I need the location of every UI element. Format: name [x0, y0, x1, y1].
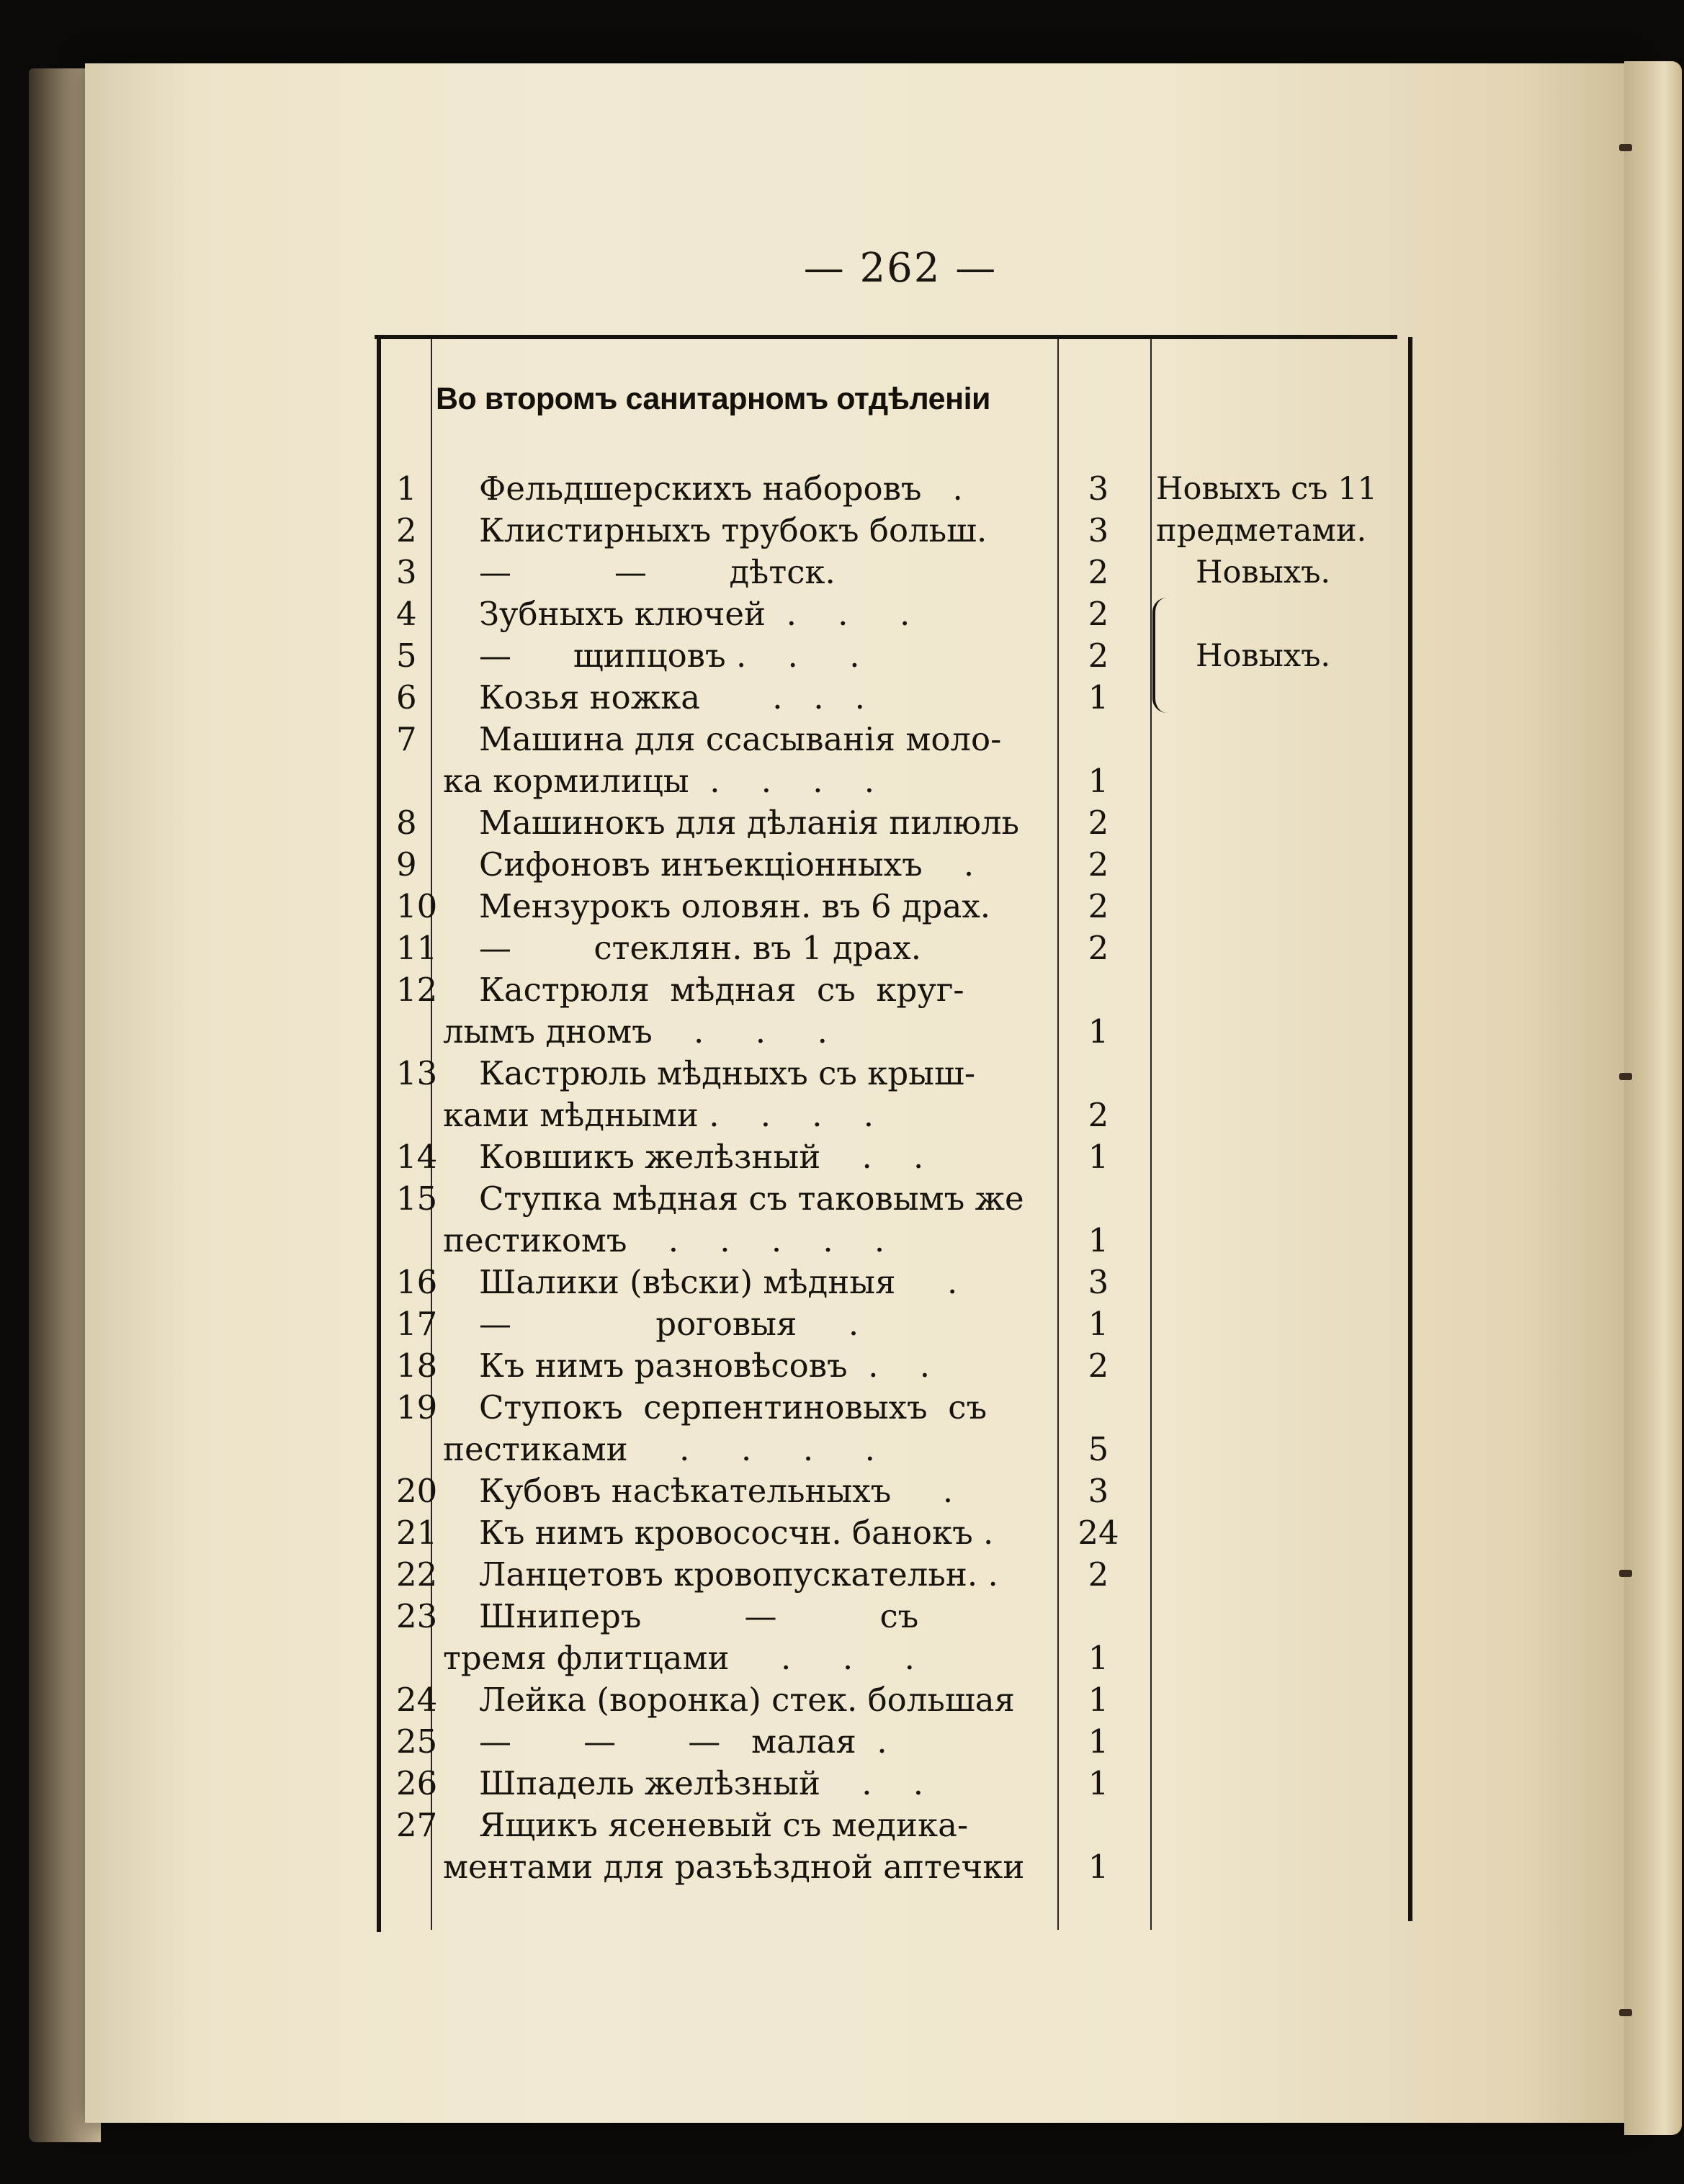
item-name: Ступокъ серпентиновыхъ съ [479, 1388, 987, 1426]
item-quantity: 2 [1088, 553, 1109, 591]
row-number: 16 [396, 1263, 438, 1301]
item-quantity: 1 [1088, 1221, 1109, 1259]
binding-thread-mark [1619, 2009, 1632, 2016]
item-quantity: 1 [1088, 1138, 1109, 1176]
item-name: Шалики (вѣски) мѣдныя . [479, 1263, 958, 1301]
section-title: Во второмъ санитарномъ отдѣленіи [436, 382, 990, 416]
item-quantity: 2 [1088, 845, 1109, 884]
table-row [382, 1136, 1412, 1178]
item-quantity: 1 [1088, 1305, 1109, 1343]
note-new-bracketed: Новыхъ. [1196, 638, 1331, 674]
row-number: 9 [396, 845, 417, 884]
table-row [382, 677, 1412, 719]
item-name: Машина для ссасыванія моло- [479, 720, 1002, 758]
note-new: Новыхъ. [1196, 554, 1331, 590]
item-quantity: 2 [1088, 595, 1109, 633]
page-number: — 262 — [803, 245, 998, 292]
item-quantity: 2 [1088, 929, 1109, 967]
table-row [382, 1303, 1412, 1345]
item-name: лымъ дномъ . . . [443, 1012, 828, 1051]
item-name: ками мѣдными . . . . [443, 1096, 874, 1134]
table-row [382, 760, 1412, 802]
item-name: Къ нимъ разновѣсовъ . . [479, 1347, 931, 1385]
item-name: пестиками . . . . [443, 1430, 875, 1468]
item-quantity: 3 [1088, 1472, 1109, 1510]
binding-thread-mark [1619, 1570, 1632, 1577]
row-number: 10 [396, 887, 438, 925]
row-number: 2 [396, 511, 417, 549]
table-row [382, 1721, 1412, 1763]
item-quantity: 2 [1088, 1555, 1109, 1594]
item-name: Машинокъ для дѣланія пилюль [479, 804, 1020, 842]
table-row [382, 1095, 1412, 1136]
row-number: 26 [396, 1764, 438, 1802]
table-row [382, 1178, 1412, 1220]
row-number: 18 [396, 1347, 438, 1385]
row-number: 5 [396, 637, 417, 675]
item-name: Ковшикъ желѣзный . . [479, 1138, 924, 1176]
item-name: — стеклян. въ 1 драх. [479, 929, 922, 967]
table-row [382, 593, 1412, 635]
binding-thread-mark [1619, 144, 1632, 151]
table-row [382, 1596, 1412, 1637]
table-row [382, 927, 1412, 969]
item-quantity: 3 [1088, 511, 1109, 549]
item-name: Мензурокъ оловян. въ 6 драх. [479, 887, 991, 925]
brace-icon [1152, 598, 1177, 713]
row-number: 14 [396, 1138, 438, 1176]
item-name: Ящикъ ясеневый съ медика- [479, 1806, 969, 1844]
item-name: — — — малая . [479, 1722, 887, 1761]
row-number: 12 [396, 971, 438, 1009]
table-row [382, 1805, 1412, 1846]
item-name: — щипцовъ . . . [479, 637, 860, 675]
item-quantity: 2 [1088, 1347, 1109, 1385]
row-number: 7 [396, 720, 417, 758]
item-name: пестикомъ . . . . . [443, 1221, 885, 1259]
item-name: Ланцетовъ кровопускательн. . [479, 1555, 998, 1594]
item-name: Фельдшерскихъ наборовъ . [479, 469, 963, 508]
item-quantity: 1 [1088, 762, 1109, 800]
row-number: 19 [396, 1388, 438, 1426]
item-name: Сифоновъ инъекціонныхъ . [479, 845, 975, 884]
table-left-rule [377, 337, 381, 1932]
table-row [382, 802, 1412, 844]
row-number: 23 [396, 1597, 438, 1635]
item-name: Кубовъ насѣкательныхъ . [479, 1472, 954, 1510]
item-quantity: 2 [1088, 887, 1109, 925]
item-name: ка кормилицы . . . . [443, 762, 875, 800]
row-number: 17 [396, 1305, 438, 1343]
item-name: Кастрюль мѣдныхъ съ крыш- [479, 1054, 976, 1092]
item-name: ментами для разъѣздной аптечки [443, 1848, 1025, 1886]
table-row [382, 1053, 1412, 1095]
item-name: Зубныхъ ключей . . . [479, 595, 910, 633]
row-number: 22 [396, 1555, 438, 1594]
table-row [382, 1470, 1412, 1512]
row-number: 4 [396, 595, 417, 633]
item-name: Ступка мѣдная съ таковымъ же [479, 1179, 1024, 1218]
item-quantity: 24 [1078, 1514, 1119, 1552]
row-number: 13 [396, 1054, 438, 1092]
row-number: 25 [396, 1722, 438, 1761]
item-quantity: 1 [1088, 1764, 1109, 1802]
item-name: тремя флитцами . . . [443, 1639, 915, 1677]
table-row [382, 1679, 1412, 1721]
item-name: — — дѣтск. [479, 553, 836, 591]
item-name: Шпадель желѣзный . . [479, 1764, 924, 1802]
item-quantity: 5 [1088, 1430, 1109, 1468]
item-name: Кастрюля мѣдная съ круг- [479, 971, 964, 1009]
item-name: Козья ножка . . . [479, 678, 865, 716]
table-row [382, 1512, 1412, 1554]
row-number: 1 [396, 469, 417, 508]
note-with-items-cont: предметами. [1156, 513, 1367, 549]
table-top-rule [375, 335, 1397, 339]
item-quantity: 1 [1088, 678, 1109, 716]
table-row [382, 1387, 1412, 1429]
table-row [382, 1011, 1412, 1053]
item-name: Лейка (воронка) стек. большая [479, 1681, 1015, 1719]
item-quantity: 3 [1088, 469, 1109, 508]
item-quantity: 1 [1088, 1639, 1109, 1677]
table-row [382, 1846, 1412, 1888]
table-row [382, 1554, 1412, 1596]
row-number: 27 [396, 1806, 438, 1844]
item-name: — роговыя . [479, 1305, 859, 1343]
row-number: 3 [396, 553, 417, 591]
item-quantity: 2 [1088, 804, 1109, 842]
item-quantity: 3 [1088, 1263, 1109, 1301]
table-row [382, 1637, 1412, 1679]
table-row [382, 1429, 1412, 1470]
table-row [382, 719, 1412, 760]
item-quantity: 1 [1088, 1012, 1109, 1051]
item-quantity: 2 [1088, 637, 1109, 675]
item-quantity: 2 [1088, 1096, 1109, 1134]
item-quantity: 1 [1088, 1722, 1109, 1761]
row-number: 24 [396, 1681, 438, 1719]
row-number: 8 [396, 804, 417, 842]
row-number: 20 [396, 1472, 438, 1510]
table-row [382, 1763, 1412, 1805]
item-quantity: 1 [1088, 1681, 1109, 1719]
item-name: Къ нимъ кровососчн. банокъ . [479, 1514, 994, 1552]
item-name: Шниперъ — съ [479, 1597, 919, 1635]
table-row [382, 1220, 1412, 1262]
row-number: 21 [396, 1514, 438, 1552]
table-row [382, 1262, 1412, 1303]
row-number: 15 [396, 1179, 438, 1218]
binding-thread-mark [1619, 1073, 1632, 1080]
table-row [382, 969, 1412, 1011]
row-number: 11 [396, 929, 438, 967]
row-number: 6 [396, 678, 417, 716]
item-quantity: 1 [1088, 1848, 1109, 1886]
table-row [382, 1345, 1412, 1387]
table-row [382, 844, 1412, 886]
book-right-page-edges [1624, 61, 1682, 2135]
item-name: Клистирныхъ трубокъ больш. [479, 511, 987, 549]
table-row [382, 886, 1412, 927]
note-new-with-items: Новыхъ съ 11 [1156, 471, 1377, 507]
